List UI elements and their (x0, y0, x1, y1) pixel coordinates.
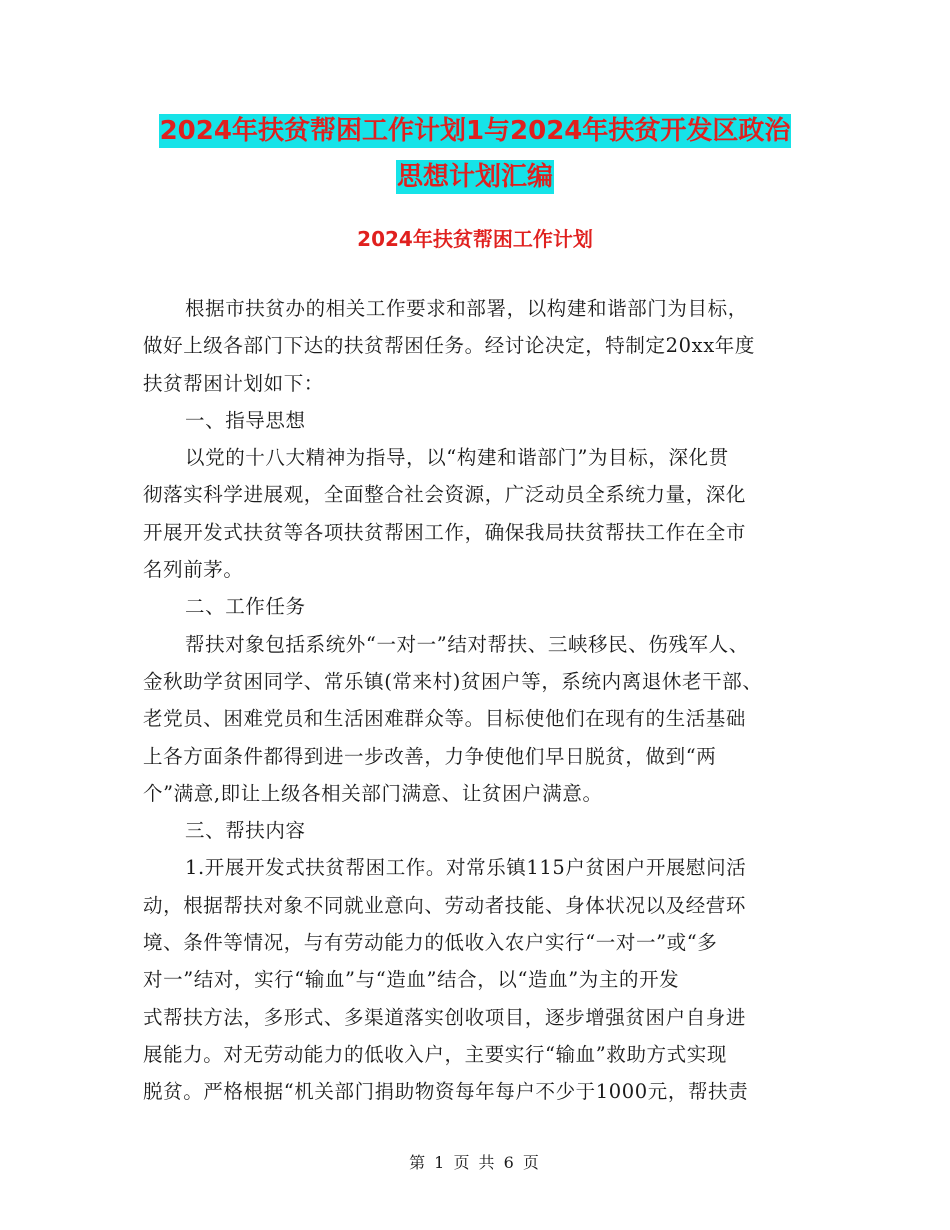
page-number-footer: 第 1 页 共 6 页 (409, 1153, 541, 1172)
paragraph-line: 展能力。对无劳动能力的低收入户，主要实行“输血”救助方式实现 (143, 1042, 727, 1066)
paragraph-line: 做好上级各部门下达的扶贫帮困任务。经讨论决定，特制定20xx年度 (143, 334, 756, 358)
paragraph-line: 金秋助学贫困同学、常乐镇(常来村)贫困户等，系统内离退休老干部、 (143, 669, 763, 693)
document-title-line-2: 思想计划汇编 (396, 162, 553, 192)
paragraph-line: 开展开发式扶贫等各项扶贫帮困工作，确保我局扶贫帮扶工作在全市 (143, 520, 747, 544)
paragraph-line: 动，根据帮扶对象不同就业意向、劳动者技能、身体状况以及经营环 (143, 893, 747, 917)
heading-line: 三、帮扶内容 (185, 819, 306, 843)
paragraph-line: 上各方面条件都得到进一步改善，力争使他们早日脱贫，做到“两 (143, 744, 717, 768)
heading-line: 一、指导思想 (185, 408, 306, 432)
paragraph-line: 帮扶对象包括系统外“一对一”结对帮扶、三峡移民、伤残军人、 (185, 632, 749, 656)
heading-line: 二、工作任务 (185, 595, 306, 619)
paragraph-line: 脱贫。严格根据“机关部门捐助物资每年每户不少于1000元，帮扶责 (143, 1080, 749, 1104)
paragraph-line: 以党的十八大精神为指导，以“构建和谐部门”为目标，深化贯 (185, 446, 729, 470)
paragraph-line: 1.开展开发式扶贫帮困工作。对常乐镇115户贫困户开展慰问活 (185, 856, 747, 880)
paragraph-line: 彻落实科学进展观，全面整合社会资源，广泛动员全系统力量，深化 (143, 483, 747, 507)
section-title: 2024年扶贫帮困工作计划 (357, 227, 593, 251)
document-body (143, 290, 813, 1111)
paragraph-line: 境、条件等情况，与有劳动能力的低收入农户实行“一对一”或“多 (143, 931, 718, 955)
paragraph-line: 名列前茅。 (143, 558, 244, 582)
document-title-line-1: 2024年扶贫帮困工作计划1与2024年扶贫开发区政治 (159, 116, 791, 146)
paragraph-line: 扶贫帮困计划如下： (143, 371, 324, 395)
paragraph-line: 对一”结对，实行“输血”与“造血”结合，以“造血”为主的开发 (143, 968, 680, 992)
paragraph-line: 根据市扶贫办的相关工作要求和部署，以构建和谐部门为目标， (185, 297, 748, 320)
paragraph-line: 式帮扶方法，多形式、多渠道落实创收项目，逐步增强贫困户自身进 (143, 1005, 747, 1029)
paragraph-line: 个”满意,即让上级各相关部门满意、让贫困户满意。 (143, 781, 603, 805)
paragraph-line: 老党员、困难党员和生活困难群众等。目标使他们在现有的生活基础 (143, 707, 747, 731)
